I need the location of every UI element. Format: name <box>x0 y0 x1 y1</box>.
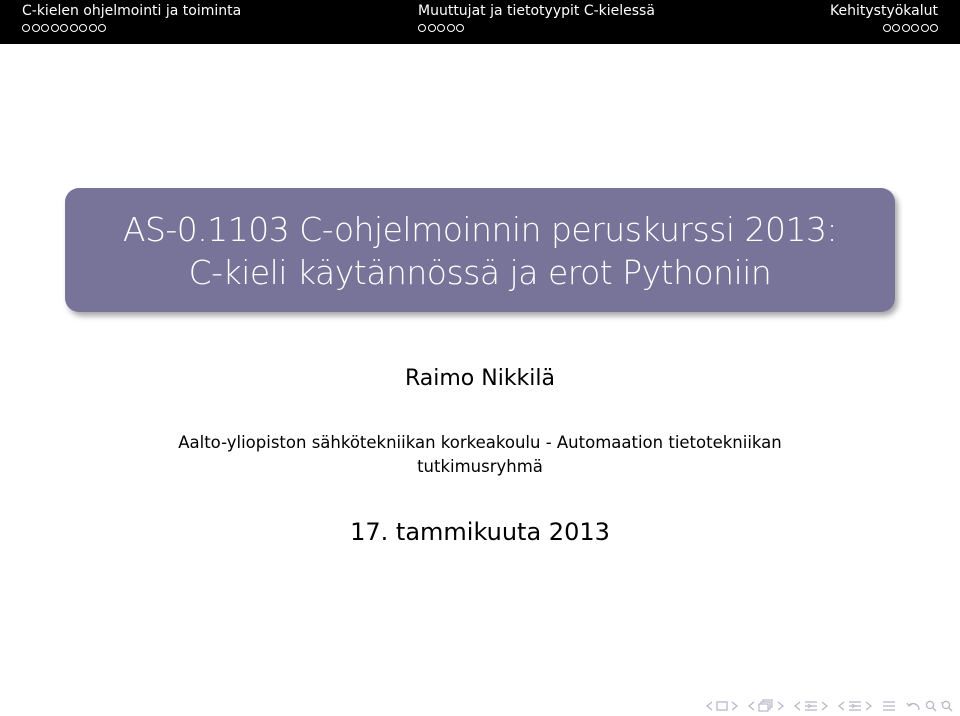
slide-prev-icon[interactable] <box>706 701 713 711</box>
nav-dot[interactable] <box>51 24 59 32</box>
nav-dot[interactable] <box>447 24 455 32</box>
nav-dot[interactable] <box>60 24 68 32</box>
frame-nav-group <box>748 699 784 712</box>
nav-dot[interactable] <box>437 24 445 32</box>
navigation-symbols <box>706 699 954 712</box>
nav-dot[interactable] <box>428 24 436 32</box>
nav-section-title[interactable]: Muuttujat ja tietotyypit C-kielessä <box>418 3 655 19</box>
subsection-icon[interactable] <box>804 700 818 712</box>
nav-section-title[interactable]: Kehitystyökalut <box>830 3 938 19</box>
slide-nav-group <box>706 701 738 711</box>
document-nav-group <box>882 700 896 712</box>
institute <box>0 431 960 479</box>
institute-line-1: Aalto-yliopiston sähkötekniikan korkeakoulu - Automaation tietotekniikan <box>178 433 782 452</box>
search-icon[interactable] <box>925 700 937 712</box>
nav-section-dots <box>418 24 655 32</box>
section-next-icon[interactable] <box>865 701 872 711</box>
nav-section-2[interactable] <box>418 3 655 43</box>
nav-dot[interactable] <box>70 24 78 32</box>
search-icon-2[interactable] <box>940 700 954 712</box>
nav-dot[interactable] <box>41 24 49 32</box>
section-nav-group <box>838 700 872 712</box>
top-navbar <box>0 0 960 44</box>
nav-dot[interactable] <box>89 24 97 32</box>
nav-dot[interactable] <box>418 24 426 32</box>
nav-dot[interactable] <box>930 24 938 32</box>
frame-prev-icon[interactable] <box>748 701 755 711</box>
title-line-2: C-kieli käytännössä ja erot Pythoniin <box>188 253 772 292</box>
title-box <box>65 188 895 312</box>
nav-section-1[interactable] <box>22 3 241 43</box>
slide-next-icon[interactable] <box>731 701 738 711</box>
nav-dot[interactable] <box>911 24 919 32</box>
nav-dot[interactable] <box>32 24 40 32</box>
nav-dot[interactable] <box>79 24 87 32</box>
subsection-prev-icon[interactable] <box>794 701 801 711</box>
section-icon[interactable] <box>848 700 862 712</box>
subsection-next-icon[interactable] <box>821 701 828 711</box>
frame-next-icon[interactable] <box>777 701 784 711</box>
nav-section-title[interactable]: C-kielen ohjelmointi ja toiminta <box>22 3 242 19</box>
nav-dot[interactable] <box>902 24 910 32</box>
nav-dot[interactable] <box>456 24 464 32</box>
institute-line-2: tutkimusryhmä <box>417 457 543 476</box>
nav-section-3[interactable] <box>830 3 938 43</box>
nav-dot[interactable] <box>921 24 929 32</box>
nav-dot[interactable] <box>98 24 106 32</box>
subsection-nav-group <box>794 700 828 712</box>
section-prev-icon[interactable] <box>838 701 845 711</box>
nav-dot[interactable] <box>892 24 900 32</box>
frame-icon[interactable] <box>758 699 774 712</box>
nav-section-dots <box>22 24 241 32</box>
title-line-1: AS-0.1103 C-ohjelmoinnin peruskurssi 2013: <box>122 210 838 249</box>
document-icon[interactable] <box>882 700 896 712</box>
author-name: Raimo Nikkilä <box>404 366 556 391</box>
nav-dot[interactable] <box>22 24 30 32</box>
undo-icon[interactable] <box>906 700 922 712</box>
search-nav-group <box>906 700 954 712</box>
nav-dot[interactable] <box>883 24 891 32</box>
nav-section-dots <box>830 24 938 32</box>
presentation-date: 17. tammikuuta 2013 <box>350 518 610 546</box>
slide-icon[interactable] <box>716 701 728 711</box>
